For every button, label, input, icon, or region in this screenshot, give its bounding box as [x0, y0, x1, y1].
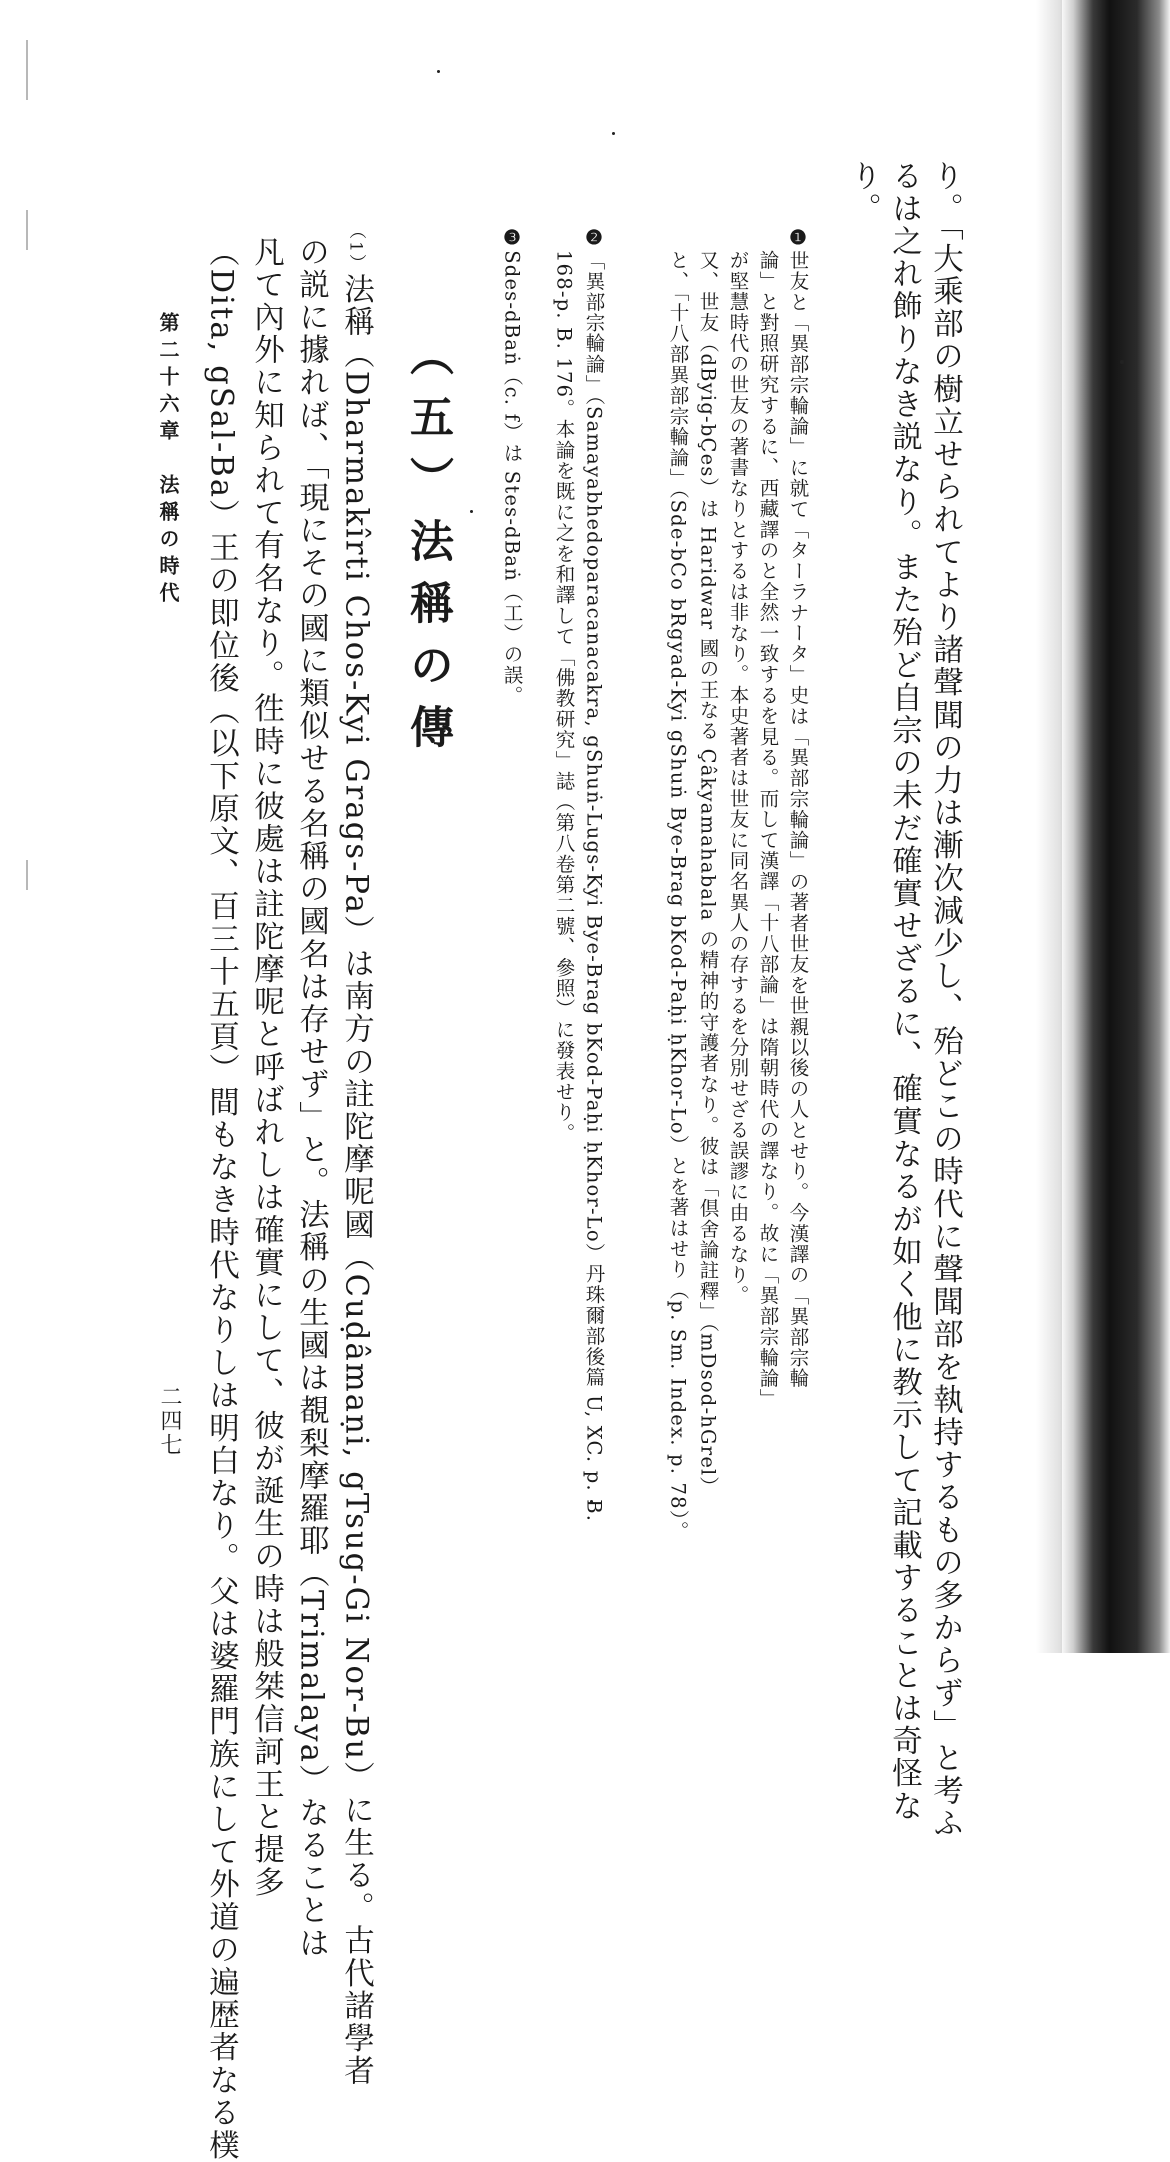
footnote-marker: （1） — [345, 222, 366, 274]
note-3-marker: ❸ — [500, 226, 524, 251]
continuation-line-3: り。 — [845, 160, 881, 226]
note-3-line-1: ❸Sdes-dBaṅ（c. f）は Stes-dBaṅ（工）の誤。 — [500, 226, 524, 707]
bleed-through-mark — [26, 860, 28, 890]
running-footer: 第二十六章 法稱の時代 — [156, 312, 180, 609]
note-2-line-2: 168-p. B. 176。本論を既に之を和譯して「佛教研究」誌（第八卷第二號、參照）に發表せり。 — [552, 250, 576, 1144]
section-body-line-2: の説に據れば、「現にその國に類似せる名稱の國名は存せず」と。法稱の生國は覩梨摩羅耶（Trimalaya）なることは — [293, 236, 329, 1960]
section-body-line-1: （1）法稱（Dharmakîrti Chos-Kyi Grags-Pa）は南方の註陀摩呢國（Cuḍâmaṇi, gTsug-Gi Nor-Bu）に生る。古代諸學者 — [338, 222, 374, 2088]
scan-speck — [470, 510, 473, 513]
note-1-line-5: と、「十八部異部宗輪論」（Sde-bCo bRgyad-Kyi gShuṅ Bye-Brag bKod-Paḥi ḥKhor-Lo）とを著はせり（p. Sm. Index. p. 78）。 — [666, 250, 690, 1542]
page-binding-edge — [1060, 0, 1170, 1653]
scan-speck — [437, 70, 440, 73]
note-1-line-1: ❶世友と「異部宗輪論」に就て「ターラナータ」史は「異部宗輪論」の著者世友を世親以後の人とせり。今漢譯の「異部宗輪 — [786, 226, 810, 1389]
page-number: 二四七 — [157, 1385, 182, 1457]
note-2-marker: ❷ — [582, 226, 606, 251]
page-edge-shadow — [1036, 0, 1062, 1653]
section-body-line-3: 凡て內外に知られて有名なり。徃時に彼處は註陀摩呢と呼ばれしは確實にして、彼が誕生の時は般桀信訶王と提多 — [248, 236, 284, 1899]
section-body-line-4: （Dita, gSal-Ba）王の即位後（以下原文、百三十五頁）間もなき時代なりしは明白なり。父は婆羅門族にして外道の遍歴者なる樸 — [203, 236, 239, 2162]
section-heading: （五）法稱の傳 — [402, 332, 453, 766]
continuation-line-1: り。「大乘部の樹立せられてより諸聲聞の力は漸次減少し、殆どこの時代に聲聞部を執持するもの多からず」と考ふ — [927, 160, 963, 1840]
bleed-through-mark — [26, 40, 28, 100]
bleed-through-mark — [26, 210, 28, 250]
scan-speck — [1120, 360, 1124, 364]
note-1-marker: ❶ — [786, 226, 810, 251]
scan-speck — [612, 132, 615, 135]
note-2-line-1: ❷「異部宗輪論」（Samayabhedoparacanacakra, gShuṅ-Lugs-Kyi Bye-Brag bKod-Paḥi ḥKhor-Lo）丹珠爾部後篇 U, XC. p. B. — [582, 226, 606, 1523]
note-1-line-3: が堅慧時代の世友の著書なりとするは非なり。本史著者は世友に同名異人の存するを分別せざる誤謬に由るなり。 — [726, 250, 750, 1306]
note-1-line-2: 論」と對照研究するに、西藏譯のと全然一致するを見る。而して漢譯「十八部論」は隋朝時代の譯なり。故に「異部宗輪論」 — [756, 250, 780, 1410]
continuation-line-2: るは之れ飾りなき説なり。また殆ど自宗の未だ確實せざるに、確實なるが如く他に教示して記載することは奇怪な — [886, 160, 922, 1823]
note-1-line-4: 又、世友（dByig-bÇes）は Haridwar 國の王なる Çâkyamahabala の精神的守護者なり。彼は「倶舍論註釋」（mDsod-hGrel） — [696, 250, 720, 1498]
